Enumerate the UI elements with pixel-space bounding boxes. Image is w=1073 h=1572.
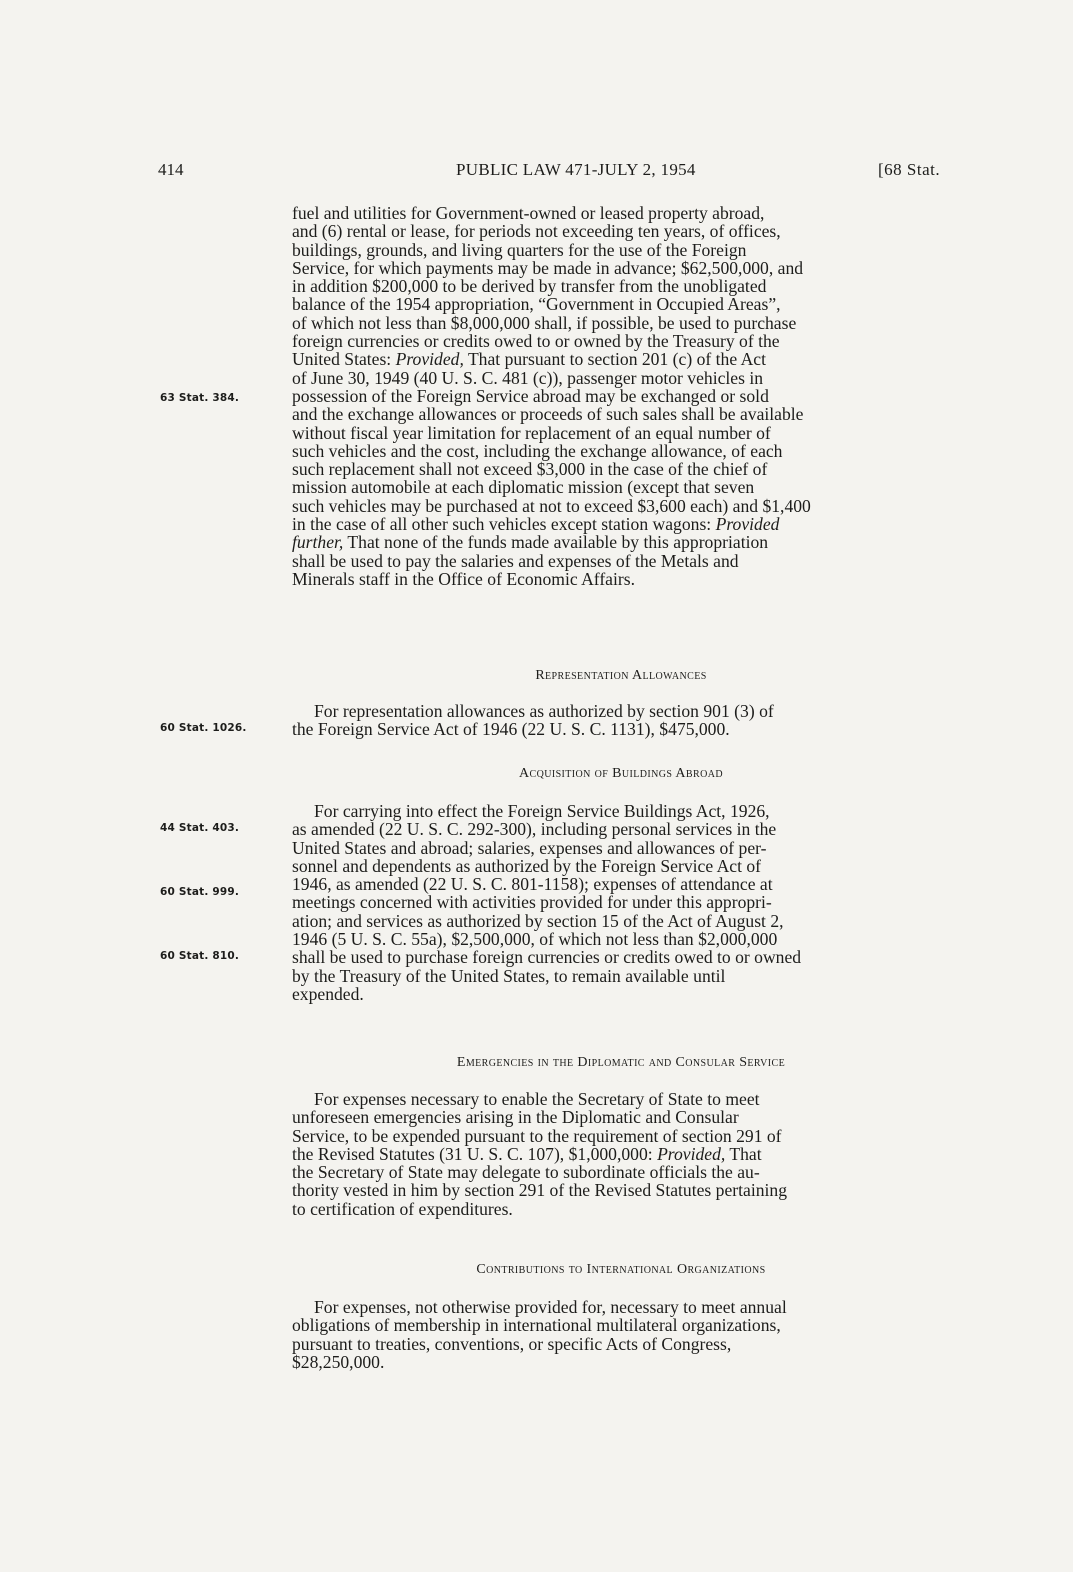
text-line: possession of the Foreign Service abroad may be exchanged or sold (292, 385, 769, 406)
section-heading: Emergencies in the Diplomatic and Consular Service (456, 1055, 786, 1070)
text-line: Service, to be expended pursuant to the requirement of section 291 of (292, 1125, 782, 1146)
paragraph-acquisition (292, 802, 950, 1003)
text-line: thority vested in him by section 291 of the Revised Statutes pertaining (292, 1180, 787, 1201)
section-heading: Representation Allowances (535, 668, 707, 683)
text-run: in the case of all other such vehicles except station wagons: (292, 514, 716, 535)
text-line: obligations of membership in international multilateral organizations, (292, 1315, 781, 1336)
text-line: $28,250,000. (292, 1351, 385, 1372)
text-line (292, 350, 950, 368)
text-line: ation; and services as authorized by section 15 of the Act of August 2, (292, 910, 784, 931)
margin-note: 60 Stat. 999. (160, 886, 240, 898)
page-header (0, 160, 1073, 184)
italic-run: Provided, (395, 349, 464, 370)
margin-note: 60 Stat. 810. (160, 950, 240, 962)
text-line: balance of the 1954 appropriation, “Government in Occupied Areas”, (292, 294, 781, 315)
text-line: of which not less than $8,000,000 shall, if possible, be used to purchase (292, 312, 797, 333)
text-line: unforeseen emergencies arising in the Diplomatic and Consular (292, 1107, 739, 1128)
text-line: United States and abroad; salaries, expenses and allowances of per- (292, 837, 767, 858)
text-line: by the Treasury of the United States, to remain available until (292, 965, 726, 986)
text-run: That pursuant to section 201 (c) of the Act (463, 349, 766, 370)
running-title: PUBLIC LAW 471-JULY 2, 1954 (456, 160, 696, 179)
margin-note: 44 Stat. 403. (160, 822, 240, 834)
text-line: fuel and utilities for Government-owned or leased property abroad, (292, 203, 765, 223)
text-line: as amended (22 U. S. C. 292-300), including personal services in the (292, 819, 777, 840)
text-line: in addition $200,000 to be derived by transfer from the unobligated (292, 276, 767, 297)
text-line: meetings concerned with activities provided for under this appropri- (292, 892, 772, 913)
paragraph-foreign-service-continuation (292, 204, 950, 588)
text-line: such vehicles and the cost, including the exchange allowance, of each (292, 440, 783, 461)
page-number: 414 (158, 160, 184, 179)
text-line: and the exchange allowances or proceeds of such sales shall be available (292, 404, 804, 425)
text-line: sonnel and dependents as authorized by the Foreign Service Act of (292, 855, 762, 876)
text-line: without fiscal year limitation for replacement of an equal number of (292, 422, 771, 443)
text-line (292, 515, 950, 533)
text-line (292, 533, 950, 551)
text-line: to certification of expenditures. (292, 1198, 513, 1219)
margin-note: 60 Stat. 1026. (160, 722, 247, 734)
text-line: shall be used to purchase foreign currencies or credits owed to or owned (292, 947, 802, 968)
text-line: the Foreign Service Act of 1946 (22 U. S. C. 1131), $475,000. (292, 719, 730, 740)
text-line: the Secretary of State may delegate to subordinate officials the au- (292, 1162, 760, 1183)
text-line: mission automobile at each diplomatic mission (except that seven (292, 477, 755, 498)
text-line: shall be used to pay the salaries and expenses of the Metals and (292, 550, 739, 571)
text-line: For carrying into effect the Foreign Service Buildings Act, 1926, (314, 801, 770, 821)
text-line: expended. (292, 983, 364, 1004)
text-line: such replacement shall not exceed $3,000 in the case of the chief of (292, 459, 768, 480)
margin-note: 63 Stat. 384. (160, 392, 240, 404)
paragraph-contributions (292, 1298, 950, 1371)
text-line: 1946, as amended (22 U. S. C. 801-1158); expenses of attendance at (292, 874, 773, 895)
paragraph-representation (292, 702, 950, 739)
italic-run: Provided (715, 514, 780, 535)
text-line: such vehicles may be purchased at not to exceed $3,600 each) and $1,400 (292, 495, 811, 516)
text-line: For representation allowances as authorized by section 901 (3) of (314, 701, 774, 721)
section-heading: Acquisition of Buildings Abroad (519, 766, 723, 781)
text-line: Minerals staff in the Office of Economic Affairs. (292, 568, 635, 589)
text-line (292, 1145, 950, 1163)
text-line: foreign currencies or credits owed to or owned by the Treasury of the (292, 331, 780, 352)
statute-reference: [68 Stat. (878, 160, 941, 179)
text-run: the Revised Statutes (31 U. S. C. 107), $1,000,000: (292, 1143, 658, 1164)
text-run: That (725, 1143, 762, 1164)
text-line: and (6) rental or lease, for periods not exceeding ten years, of offices, (292, 221, 781, 242)
text-run: That none of the funds made available by this appropriation (343, 532, 769, 553)
text-line: For expenses, not otherwise provided for, necessary to meet annual (314, 1297, 787, 1317)
text-line: 1946 (5 U. S. C. 55a), $2,500,000, of which not less than $2,000,000 (292, 929, 778, 950)
italic-run: Provided, (657, 1143, 726, 1164)
text-run: United States: (292, 349, 396, 370)
italic-run: further, (292, 532, 344, 553)
paragraph-emergencies (292, 1090, 950, 1218)
text-line: For expenses necessary to enable the Secretary of State to meet (314, 1089, 760, 1109)
text-line: buildings, grounds, and living quarters for the use of the Foreign (292, 239, 747, 260)
text-line: pursuant to treaties, conventions, or specific Acts of Congress, (292, 1333, 732, 1354)
text-line: Service, for which payments may be made in advance; $62,500,000, and (292, 257, 804, 278)
text-line: of June 30, 1949 (40 U. S. C. 481 (c)), passenger motor vehicles in (292, 367, 764, 388)
section-heading: Contributions to International Organizations (476, 1262, 766, 1277)
